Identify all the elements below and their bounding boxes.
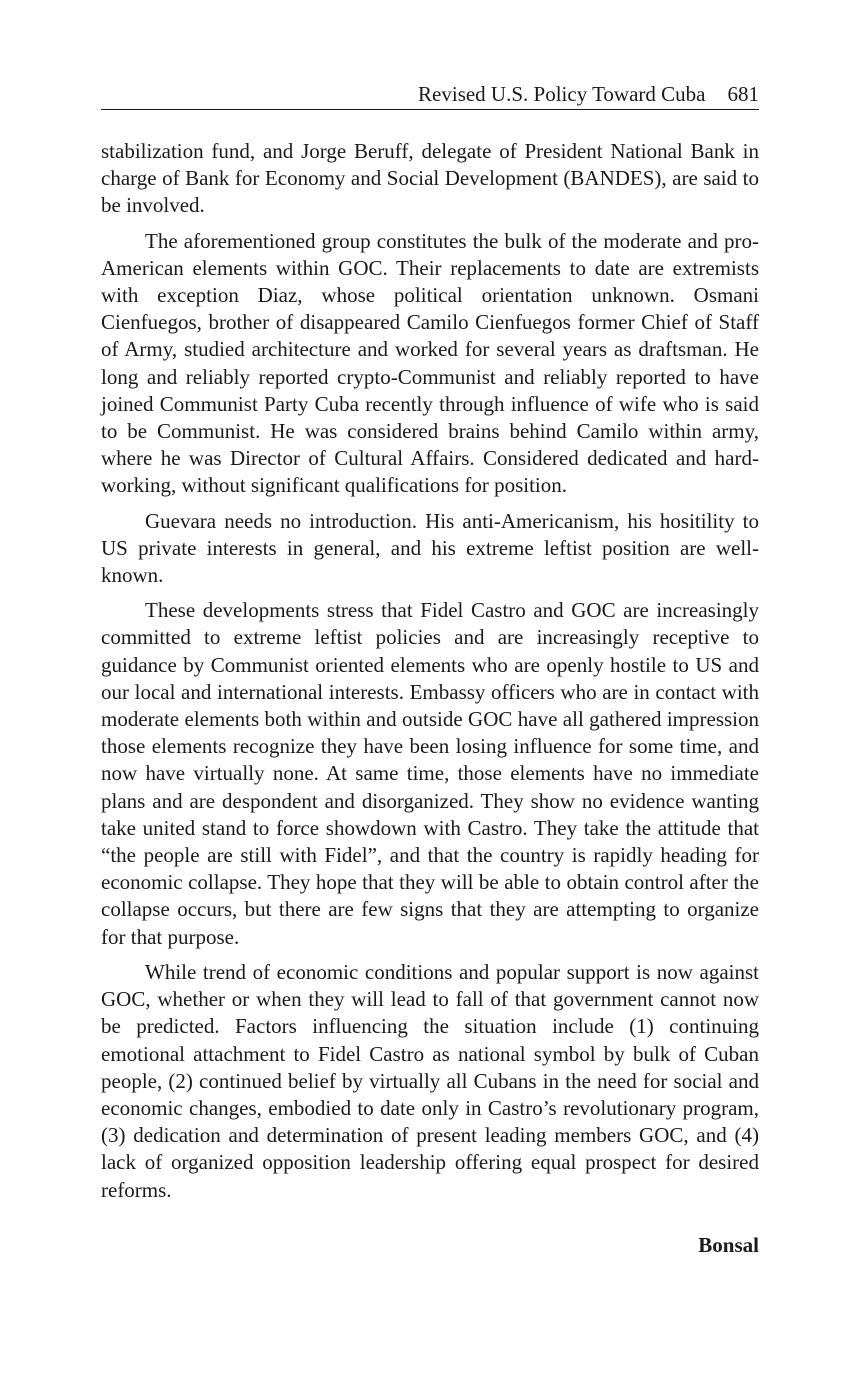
document-page bbox=[101, 80, 759, 1259]
paragraph: While trend of economic conditions and popular support is now against GOC, whether or when they will lead to fall of that government cannot now be predicted. Factors influencing the situation include (1) continuing emotional attachment to Fidel Castro as national symbol by bulk of Cuban people, (2) continued belief by virtually all Cubans in the need for social and economic changes, embodied to date only in Castro’s revolutionary program, (3) dedication and determination of present leading members GOC, and (4) lack of organized opposition leadership offering equal prospect for desired reforms. bbox=[101, 959, 759, 1202]
running-header bbox=[101, 80, 759, 110]
paragraph-continuation: stabilization fund, and Jorge Beruff, delegate of President National Bank in charge of Bank for Economy and Social Development (BANDES), are said to be involved. bbox=[101, 139, 759, 218]
document-body bbox=[101, 138, 759, 1204]
signature: Bonsal bbox=[698, 1232, 759, 1257]
page-number: 681 bbox=[727, 82, 759, 106]
running-title: Revised U.S. Policy Toward Cuba bbox=[418, 82, 706, 106]
paragraph: The aforementioned group constitutes the bulk of the moderate and pro-American elements within GOC. Their replacements to date are extremists with exception Diaz, whose political orientation unknown. Osmani Cienfuegos, brother of disappeared Camilo Cienfuegos former Chief of Staff of Army, studied architecture and worked for several years as draftsman. He long and reliably reported crypto-Communist and reliably reported to have joined Communist Party Cuba recently through influence of wife who is said to be Communist. He was considered brains behind Camilo within army, where he was Director of Cultural Affairs. Considered dedicated and hard-working, without significant qualifications for position. bbox=[101, 228, 759, 498]
paragraph: These developments stress that Fidel Castro and GOC are increasingly committed to extreme leftist policies and are increasingly receptive to guidance by Communist oriented elements who are openly hostile to US and our local and international interests. Embassy officers who are in contact with moderate elements both within and outside GOC have all gathered impression those elements recognize they have been losing influence for some time, and now have virtually none. At same time, those elements have no immediate plans and are despondent and disorganized. They show no evidence wanting take united stand to force showdown with Castro. They take the attitude that “the people are still with Fidel”, and that the country is rapidly heading for economic collapse. They hope that they will be able to obtain control after the collapse occurs, but there are few signs that they are attempting to organize for that purpose. bbox=[101, 598, 759, 949]
paragraph: Guevara needs no introduction. His anti-Americanism, his hositility to US private interests in general, and his extreme leftist position are well-known. bbox=[101, 508, 759, 588]
